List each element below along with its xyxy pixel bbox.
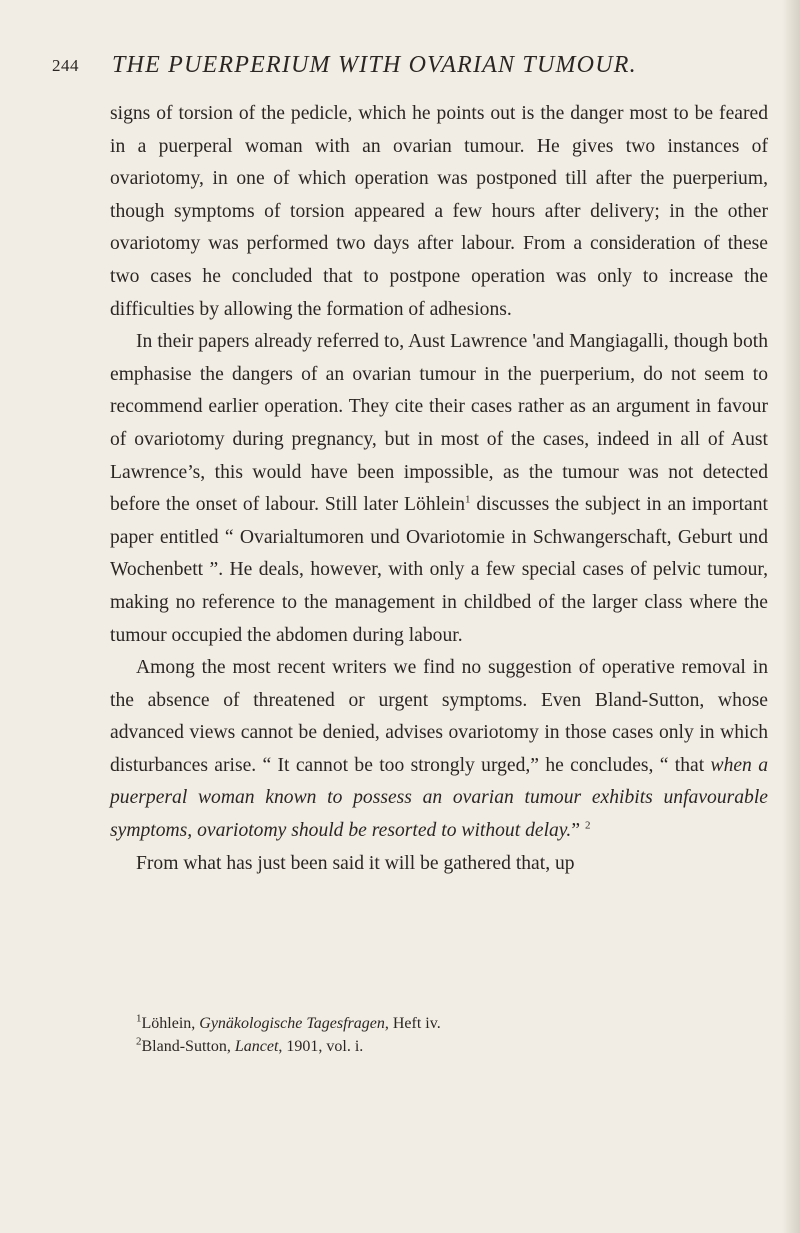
italic-text: Lancet	[234, 1038, 279, 1055]
text-run: ”	[571, 820, 585, 842]
footnotes	[136, 1012, 756, 1058]
paragraph-4	[110, 848, 768, 881]
page-edge-shadow	[782, 0, 800, 1233]
running-title: THE PUERPERIUM WITH OVARIAN TUMOUR.	[112, 52, 637, 78]
text-run: , Heft iv.	[384, 1015, 441, 1032]
reference-marker: 1	[465, 493, 471, 506]
reference-marker: 2	[584, 819, 591, 832]
body-text	[110, 98, 768, 880]
text-run: From what has just been said it will be gathered that, up	[136, 852, 575, 874]
reference-marker: 1	[136, 1012, 142, 1025]
text-run: In their papers already referred to, Aust Lawrence 'and Mangiagalli, though both emphasise the dangers of an ovarian tumour in the puerperium, do not seem to recommend earlier operation. They cite their cases rather as an argument in favour of ovariotomy during pregnancy, but in most of the cases, indeed in all of Aust Lawrence’s, this would have been impossible, as the tumour was not detected before the onset of labour. Still later Löhlein	[110, 331, 768, 516]
text-run: Bland-Sutton,	[141, 1038, 235, 1055]
page-header	[52, 52, 752, 82]
text-run: Among the most recent writers we find no suggestion of operative removal in the absence of threatened or urgent symptoms. Even Bland-Sutton, whose advanced views cannot be denied, advises ovariotomy in those cases only in which disturbances arise. “ It cannot be too strongly urged,” he concludes, “ that	[110, 657, 768, 776]
italic-text: Gynäkologische Tagesfragen	[199, 1015, 385, 1032]
paragraph-1	[110, 98, 768, 326]
footnote-2	[136, 1035, 756, 1058]
paragraph-3	[110, 652, 768, 848]
page-number: 244	[52, 56, 79, 75]
paragraph-2	[110, 326, 768, 652]
italic-text: when a puerperal woman known to possess an ovarian tumour exhibits unfavourable symptoms, ovariotomy should be resorted to without delay.	[110, 754, 768, 842]
text-run: , 1901, vol. i.	[278, 1038, 364, 1055]
text-run: signs of torsion of the pedicle, which he points out is the danger most to be feared in a puerperal woman with an ovarian tumour. He gives two instances of ovariotomy, in one of which operation was postponed till after the puerperium, though symptoms of torsion appeared a few hours after delivery; in the other ovariotomy was performed two days after labour. From a consideration of these two cases he concluded that to postpone operation was only to increase the difficulties by allowing the formation of adhesions.	[110, 103, 768, 320]
text-run: discusses the subject in an important paper entitled “ Ovarialtumoren und Ovariotomie in Schwangerschaft, Geburt und Wochenbett ”. He deals, however, with only a few special cases of pelvic tumour, making no reference to the management in childbed of the larger class where the tumour occupied the abdomen during labour.	[110, 494, 768, 646]
reference-marker: 2	[136, 1035, 142, 1048]
footnote-1	[136, 1012, 756, 1035]
text-run: Löhlein,	[141, 1015, 200, 1032]
